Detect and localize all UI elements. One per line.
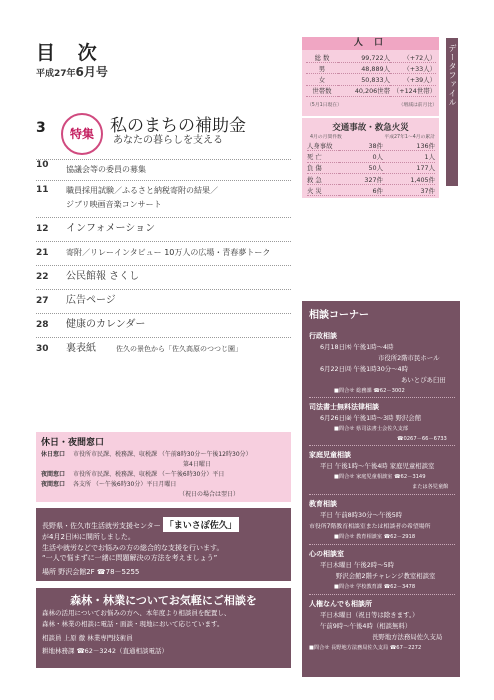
table-row: 死 亡 0人 1人 [307,151,435,162]
consult-heading: 相談コーナー [309,310,369,321]
table-row: 女 50,833人 （+39人） [306,74,436,85]
consultation-corner: 相談コーナー 行政相談 6月18日㈭ 午後1時～4時 市役所2階市民ホール 6月22日㈪ 午後1時30分～4時 あいとぴあ臼田 ■問合せ 総務課 ☎62－3002 司法書士無料法律相談 6月26日㈮ 午後1時～3時 野沢会館 ■問合せ 県司法書士会佐久支部 ☎0267－66－6733 家庭児童相談 平日 午後1時～午後4時 家庭児童相談室 ■問合せ 家庭児童相談室 ☎62－3149 または各児童館 教育相談 平日 午前8時30分～午後5時 市役所7階教育相談室または相談者の希望場所 ■問合せ 教育相談室 ☎62－2918 心の相談室 平日木曜日 午後2時～5時 野沢会館2階チャレンジ教室相談室 ■問合せ 学校教育課 ☎62－3478 人権なんでも相談所 平日木曜日（祝日等は除きます。） 午前9時～午後4時（相談無料） 長野地方法務局佐久支局 ■問合せ 長野地方法務局佐久支局 ☎67－2272 [302,301,460,677]
forestry-line: 森林・林業の相談に電話・面談・現地において応じています。 [42,620,224,628]
issue-month: 6月号 [75,65,108,79]
holiday-row: （祝日の場合は翌日） [179,491,240,498]
toc-item[interactable] [36,265,291,289]
holiday-row: 休日窓口 市役所市民課、税務課、収税課 （午前8時30分～午後12時30分） [41,451,252,458]
population-table [306,52,436,97]
toc-item[interactable] [36,313,291,337]
consult-section-title: 人権なんでも相談所 [309,600,372,608]
toc-page: 11 [36,185,49,195]
toc-page: 22 [36,272,49,282]
toc-text: インフォメーション [66,223,156,234]
toc-text: 広告ページ [66,295,116,306]
support-line: 生活や就労などでお悩みの方の総合的な支援を行います。 [42,544,224,552]
toc-subtext: 佐久の景色から「佐久高原のつつじ園」 [116,345,242,353]
consult-section-title: 教育相談 [309,500,337,508]
table-row: 人身事故 38件 136件 [307,141,435,150]
traffic-subheading: 4月の月間件数 平成27年1～4月の累計 [310,135,435,140]
toc-item[interactable] [36,180,291,217]
support-line: 場所 野沢会館2F ☎78－5255 [42,568,140,576]
data-file-strip [446,38,458,186]
toc-page: 28 [36,320,49,330]
toc-item[interactable] [36,159,291,180]
forestry-line: 森林の活用についてお悩みの方へ、本年度より相談員を配置し、 [42,609,231,617]
toc-item[interactable] [36,217,291,241]
consult-section-title: 心の相談室 [309,550,344,558]
toc-text: 協議会等の委員の募集 [66,165,146,174]
traffic-heading: 交通事故・救急火災 [332,123,409,133]
forestry-heading: 森林・林業についてお気軽にご相談を [70,594,257,607]
toc-page: 12 [36,224,49,234]
toc-item[interactable] [36,289,291,313]
feature-subtitle: あなたの暮らしを支える [113,135,223,146]
toc-text: 裏表紙 [66,343,96,354]
toc-text: 健康のカレンダー [66,319,146,330]
toc-text: 寄附／リレーインタビュー 10万人の広場・青春夢トーク [66,248,271,257]
table-row: 負 傷 50人 177人 [307,162,435,173]
toc-text: 職員採用試験／ふるさと納税寄附の結果／ [66,186,218,195]
feature-page-number[interactable]: 3 [36,120,46,136]
toc-text: 公民館報 さくし [66,271,140,282]
holiday-window-box [36,432,291,502]
traffic-box [302,118,439,198]
toc-item[interactable] [36,337,291,361]
toc-page: 30 [36,344,49,354]
feature-title[interactable]: 私のまちの補助金 [110,116,246,136]
consult-section-title: 司法書士無料法律相談 [309,403,379,411]
population-note: （5月1日現在） （増減は前月比） [307,103,437,108]
toc-page: 27 [36,296,49,306]
forestry-line: 耕地林務課 ☎62－3242（直通相談電話） [42,647,168,655]
toc-item[interactable] [36,241,291,265]
table-row: 男 48,889人 （+33人） [306,63,436,74]
holiday-row: 夜間窓口 各支所 （～午後6時30分）平日月曜日 [41,481,177,488]
support-line: 長野県・佐久市生活就労支援センター 「まいさぽ佐久」 [42,517,239,532]
support-highlight: 「まいさぽ佐久」 [163,517,239,532]
table-row: 救 急 327件 1,405件 [307,173,435,184]
toc-text: ジブリ映画音楽コンサート [66,200,162,209]
toc-page: 21 [36,248,49,258]
forestry-line: 相談員 上原 徹 林業専門技術員 [42,634,133,642]
traffic-table [307,140,435,196]
support-center-box [36,508,291,581]
table-row: 世帯数 40,206世帯 （+124世帯） [306,85,436,96]
feature-badge: 特集 [61,113,103,155]
table-row: 火 災 6件 37件 [307,185,435,196]
table-row: 総 数 99,722人 （+72人） [306,52,436,63]
population-heading: 人 口 [302,37,439,50]
page-title: 目 次 [36,42,105,64]
consult-section-title: 家庭児童相談 [309,451,351,459]
strip-label: データファイル [448,44,457,107]
issue-year: 平成27年 [36,69,76,79]
consult-section-title: 行政相談 [309,332,337,340]
forestry-box [36,588,291,668]
holiday-row: 第4日曜日 [183,461,211,468]
issue-label [36,63,108,80]
toc-page: 10 [36,160,49,170]
support-line: が4月2日㈭に開所しました。 [42,533,135,541]
holiday-row: 夜間窓口 市役所市民課、税務課、収税課 （～午後6時30分）平日 [41,471,225,478]
holiday-heading: 休日・夜間窓口 [41,438,105,448]
support-line: “一人で悩まずに一緒に問題解決の方法を考えましょう” [42,554,218,562]
